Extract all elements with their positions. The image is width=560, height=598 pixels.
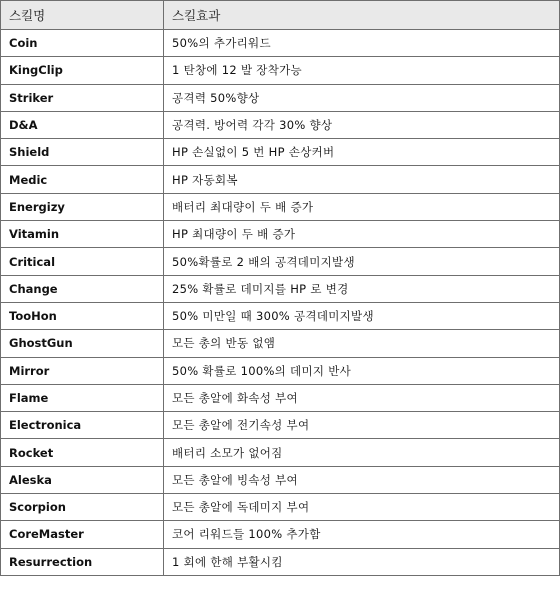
skill-name-cell: Scorpion	[1, 494, 164, 521]
skill-effect-cell: 모든 총알에 빙속성 부여	[164, 466, 560, 493]
skill-name-cell: Rocket	[1, 439, 164, 466]
skill-name-cell: Striker	[1, 84, 164, 111]
skill-name-cell: CoreMaster	[1, 521, 164, 548]
table-row	[1, 494, 560, 521]
skill-name-cell: Shield	[1, 139, 164, 166]
table-row	[1, 221, 560, 248]
skill-effect-cell: 배터리 소모가 없어짐	[164, 439, 560, 466]
skill-effect-cell: 모든 총의 반동 없앰	[164, 330, 560, 357]
skill-effect-cell: 1 회에 한해 부활시킴	[164, 548, 560, 575]
header-row	[1, 1, 560, 30]
skill-name-cell: Vitamin	[1, 221, 164, 248]
table-row	[1, 248, 560, 275]
table-row	[1, 384, 560, 411]
skill-effect-cell: 모든 총알에 전기속성 부여	[164, 412, 560, 439]
skill-name-cell: Aleska	[1, 466, 164, 493]
table-row	[1, 30, 560, 57]
skill-effect-cell: 공격력 50%향상	[164, 84, 560, 111]
table-row	[1, 466, 560, 493]
skill-effect-cell: 50%확률로 2 배의 공격데미지발생	[164, 248, 560, 275]
skill-name-cell: D&A	[1, 111, 164, 138]
skill-name-cell: TooHon	[1, 302, 164, 329]
skill-name-cell: Coin	[1, 30, 164, 57]
skill-name-cell: Flame	[1, 384, 164, 411]
table-row	[1, 330, 560, 357]
skill-name-cell: Resurrection	[1, 548, 164, 575]
table-row	[1, 139, 560, 166]
skill-effect-cell: 50% 확률로 100%의 데미지 반사	[164, 357, 560, 384]
skill-name-cell: Change	[1, 275, 164, 302]
table-body	[1, 30, 560, 576]
skill-effect-cell: HP 손실없이 5 번 HP 손상커버	[164, 139, 560, 166]
skill-name-cell: Critical	[1, 248, 164, 275]
table-row	[1, 302, 560, 329]
table-row	[1, 84, 560, 111]
skill-effect-cell: 50%의 추가리워드	[164, 30, 560, 57]
skill-effect-cell: 모든 총알에 화속성 부여	[164, 384, 560, 411]
table-row	[1, 111, 560, 138]
table-row	[1, 357, 560, 384]
skill-name-cell: KingClip	[1, 57, 164, 84]
header-skill-name: 스킬명	[1, 1, 164, 30]
skill-effect-cell: 50% 미만일 때 300% 공격데미지발생	[164, 302, 560, 329]
table-row	[1, 193, 560, 220]
table-row	[1, 412, 560, 439]
table-row	[1, 521, 560, 548]
skill-effect-cell: 코어 리워드들 100% 추가함	[164, 521, 560, 548]
skill-name-cell: Medic	[1, 166, 164, 193]
skill-effect-cell: 배터리 최대량이 두 배 증가	[164, 193, 560, 220]
skill-effect-cell: 공격력. 방어력 각각 30% 향상	[164, 111, 560, 138]
skill-name-cell: GhostGun	[1, 330, 164, 357]
skill-effect-cell: 모든 총알에 독데미지 부여	[164, 494, 560, 521]
skill-name-cell: Mirror	[1, 357, 164, 384]
skill-effect-cell: HP 최대량이 두 배 증가	[164, 221, 560, 248]
header-skill-effect: 스킬효과	[164, 1, 560, 30]
table-row	[1, 166, 560, 193]
table-row	[1, 57, 560, 84]
skill-effect-cell: 25% 확률로 데미지를 HP 로 변경	[164, 275, 560, 302]
skill-effect-cell: HP 자동회복	[164, 166, 560, 193]
table-row	[1, 439, 560, 466]
table-header	[1, 1, 560, 30]
skill-name-cell: Electronica	[1, 412, 164, 439]
table-row	[1, 548, 560, 575]
skill-effect-cell: 1 탄창에 12 발 장착가능	[164, 57, 560, 84]
table-row	[1, 275, 560, 302]
skill-name-cell: Energizy	[1, 193, 164, 220]
